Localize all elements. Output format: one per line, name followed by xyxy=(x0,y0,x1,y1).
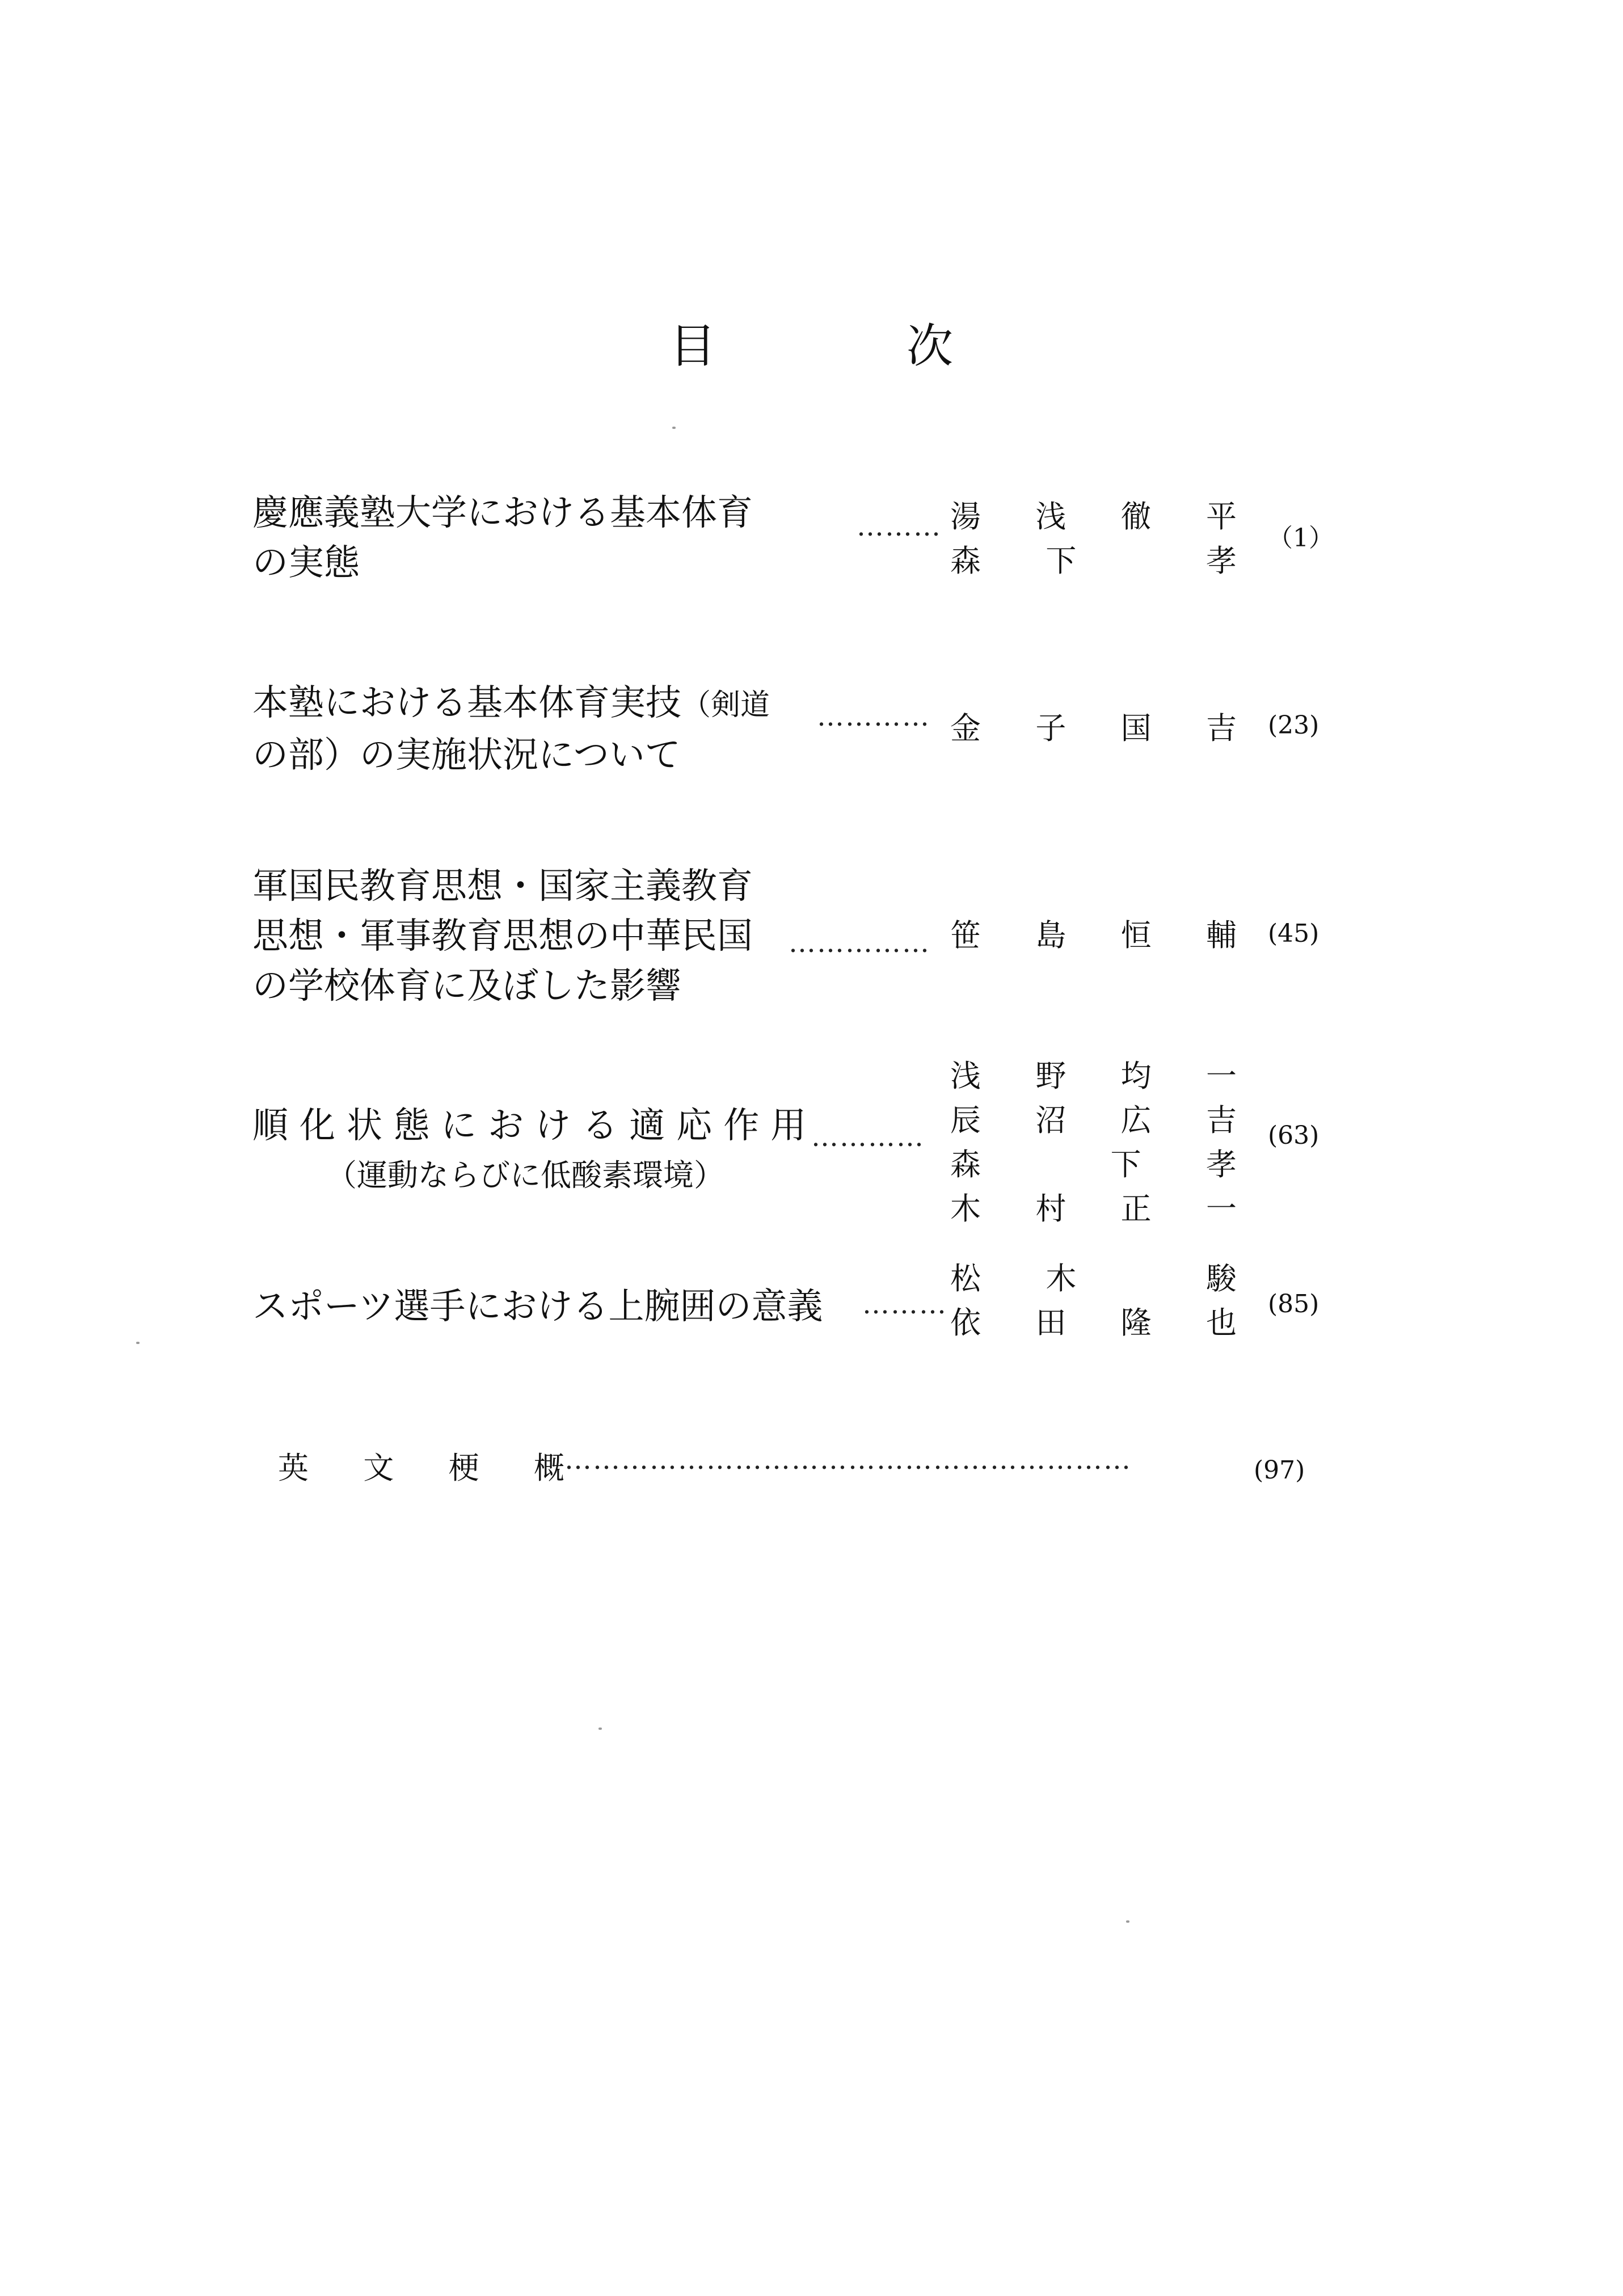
dot-leader: ………… xyxy=(817,701,930,732)
author xyxy=(950,913,1237,958)
toc-entry-abstract[interactable] xyxy=(278,1444,1333,1488)
title-line: の部）の実施状況について xyxy=(252,734,681,776)
author-char: 駿 xyxy=(1205,1261,1237,1296)
dot-leader: ……… xyxy=(862,1288,947,1320)
author xyxy=(950,1143,1237,1187)
author-list xyxy=(950,1257,1495,1345)
author-char: 国 xyxy=(1120,710,1152,746)
author-char: 金 xyxy=(950,710,981,746)
author-char: 下 xyxy=(1046,543,1077,579)
title-paren: （剣道 xyxy=(681,688,770,722)
author-char: 隆 xyxy=(1120,1305,1152,1341)
page-title-char: 次 xyxy=(906,319,953,373)
author-char: 正 xyxy=(1120,1191,1152,1227)
dot-leader: …………… xyxy=(789,927,930,959)
author-char: 田 xyxy=(1035,1305,1066,1341)
page-number: (45) xyxy=(1268,919,1320,948)
author-char: 野 xyxy=(1035,1058,1066,1094)
page-number: (97) xyxy=(1254,1456,1305,1485)
dot-leader: ……… xyxy=(857,511,942,542)
scan-speck xyxy=(1126,1920,1129,1923)
author-char: 浅 xyxy=(950,1058,981,1094)
title-line: の実態 xyxy=(252,542,360,583)
author-char: 辰 xyxy=(950,1102,981,1138)
author-char: 木 xyxy=(1046,1261,1077,1296)
author xyxy=(950,495,1237,539)
author-char: 一 xyxy=(1205,1058,1237,1094)
label-char: 英 xyxy=(278,1450,309,1486)
title-line: 軍国民教育思想・国家主義教育 xyxy=(252,865,753,907)
page-number: (23) xyxy=(1268,711,1320,740)
title-line: 本塾における基本体育実技 xyxy=(252,682,681,723)
label-char: 梗 xyxy=(448,1450,479,1486)
author-char: 森 xyxy=(950,543,981,579)
author-list xyxy=(950,1054,1495,1231)
title-line: スポーツ選手における上腕囲の意義 xyxy=(252,1286,823,1327)
title-line: 思想・軍事教育思想の中華民国 xyxy=(252,915,753,957)
author xyxy=(950,706,1237,751)
label-char: 文 xyxy=(363,1450,394,1486)
author-char: 也 xyxy=(1205,1305,1237,1341)
author-char: 孝 xyxy=(1205,543,1237,579)
toc-entry[interactable] xyxy=(252,1054,1339,1236)
toc-entry[interactable] xyxy=(252,678,1339,780)
author-char: 子 xyxy=(1035,710,1066,746)
page-number: （1） xyxy=(1268,524,1334,553)
author-char: 湯 xyxy=(950,499,981,534)
author-char: 吉 xyxy=(1205,710,1237,746)
entry-title xyxy=(252,678,770,780)
scan-speck xyxy=(136,1342,140,1344)
author-char: 依 xyxy=(950,1305,981,1341)
author-char: 松 xyxy=(950,1261,981,1296)
toc-entry[interactable] xyxy=(252,861,1339,1014)
author-char: 浅 xyxy=(1035,499,1066,534)
author-char: 村 xyxy=(1035,1191,1066,1227)
author-char: 平 xyxy=(1205,499,1237,534)
author-char: 徹 xyxy=(1120,499,1152,534)
author-char: 木 xyxy=(950,1191,981,1227)
author-char: 森 xyxy=(950,1147,981,1182)
author-list xyxy=(950,706,1495,751)
author xyxy=(950,1301,1237,1345)
page-number: (63) xyxy=(1268,1121,1320,1150)
dot-leader: …………………………………………………… xyxy=(564,1444,1132,1476)
label-char: 概 xyxy=(533,1450,564,1486)
author xyxy=(950,1054,1237,1098)
scan-speck xyxy=(672,427,676,429)
title-subtitle: （運動ならびに低酸素環境） xyxy=(326,1157,724,1193)
author xyxy=(950,539,1237,583)
page-title xyxy=(669,309,953,376)
author-char: 一 xyxy=(1205,1191,1237,1227)
author-char: 孝 xyxy=(1205,1147,1237,1182)
title-line: 順 化 状 態 に お け る 適 応 作 用 xyxy=(252,1105,807,1146)
author-char: 下 xyxy=(1110,1147,1141,1182)
author-char: 沼 xyxy=(1035,1102,1066,1138)
title-line: の学校体育に及ぼした影響 xyxy=(252,965,681,1006)
author xyxy=(950,1187,1237,1231)
author-char: 恒 xyxy=(1120,917,1152,953)
author xyxy=(950,1257,1237,1301)
author-char: 島 xyxy=(1035,917,1066,953)
abstract-label xyxy=(278,1444,564,1488)
toc-entry[interactable] xyxy=(252,1257,1339,1353)
title-line: 慶應義塾大学における基本体育 xyxy=(252,492,753,533)
entry-title xyxy=(252,1101,806,1200)
author-list xyxy=(950,913,1495,958)
page-number: (85) xyxy=(1268,1290,1320,1318)
author-char: 均 xyxy=(1120,1058,1152,1094)
page-title-char: 目 xyxy=(669,319,716,373)
author-list xyxy=(950,495,1495,583)
author-char: 笹 xyxy=(950,917,981,953)
entry-title xyxy=(252,488,753,588)
author xyxy=(950,1098,1237,1143)
dot-leader: ………… xyxy=(811,1121,925,1153)
author-char: 輔 xyxy=(1205,917,1237,953)
entry-title xyxy=(252,1282,823,1332)
toc-entry[interactable] xyxy=(252,488,1339,590)
author-char: 広 xyxy=(1120,1102,1152,1138)
author-char: 吉 xyxy=(1205,1102,1237,1138)
entry-title xyxy=(252,861,753,1011)
scan-speck xyxy=(598,1728,602,1730)
